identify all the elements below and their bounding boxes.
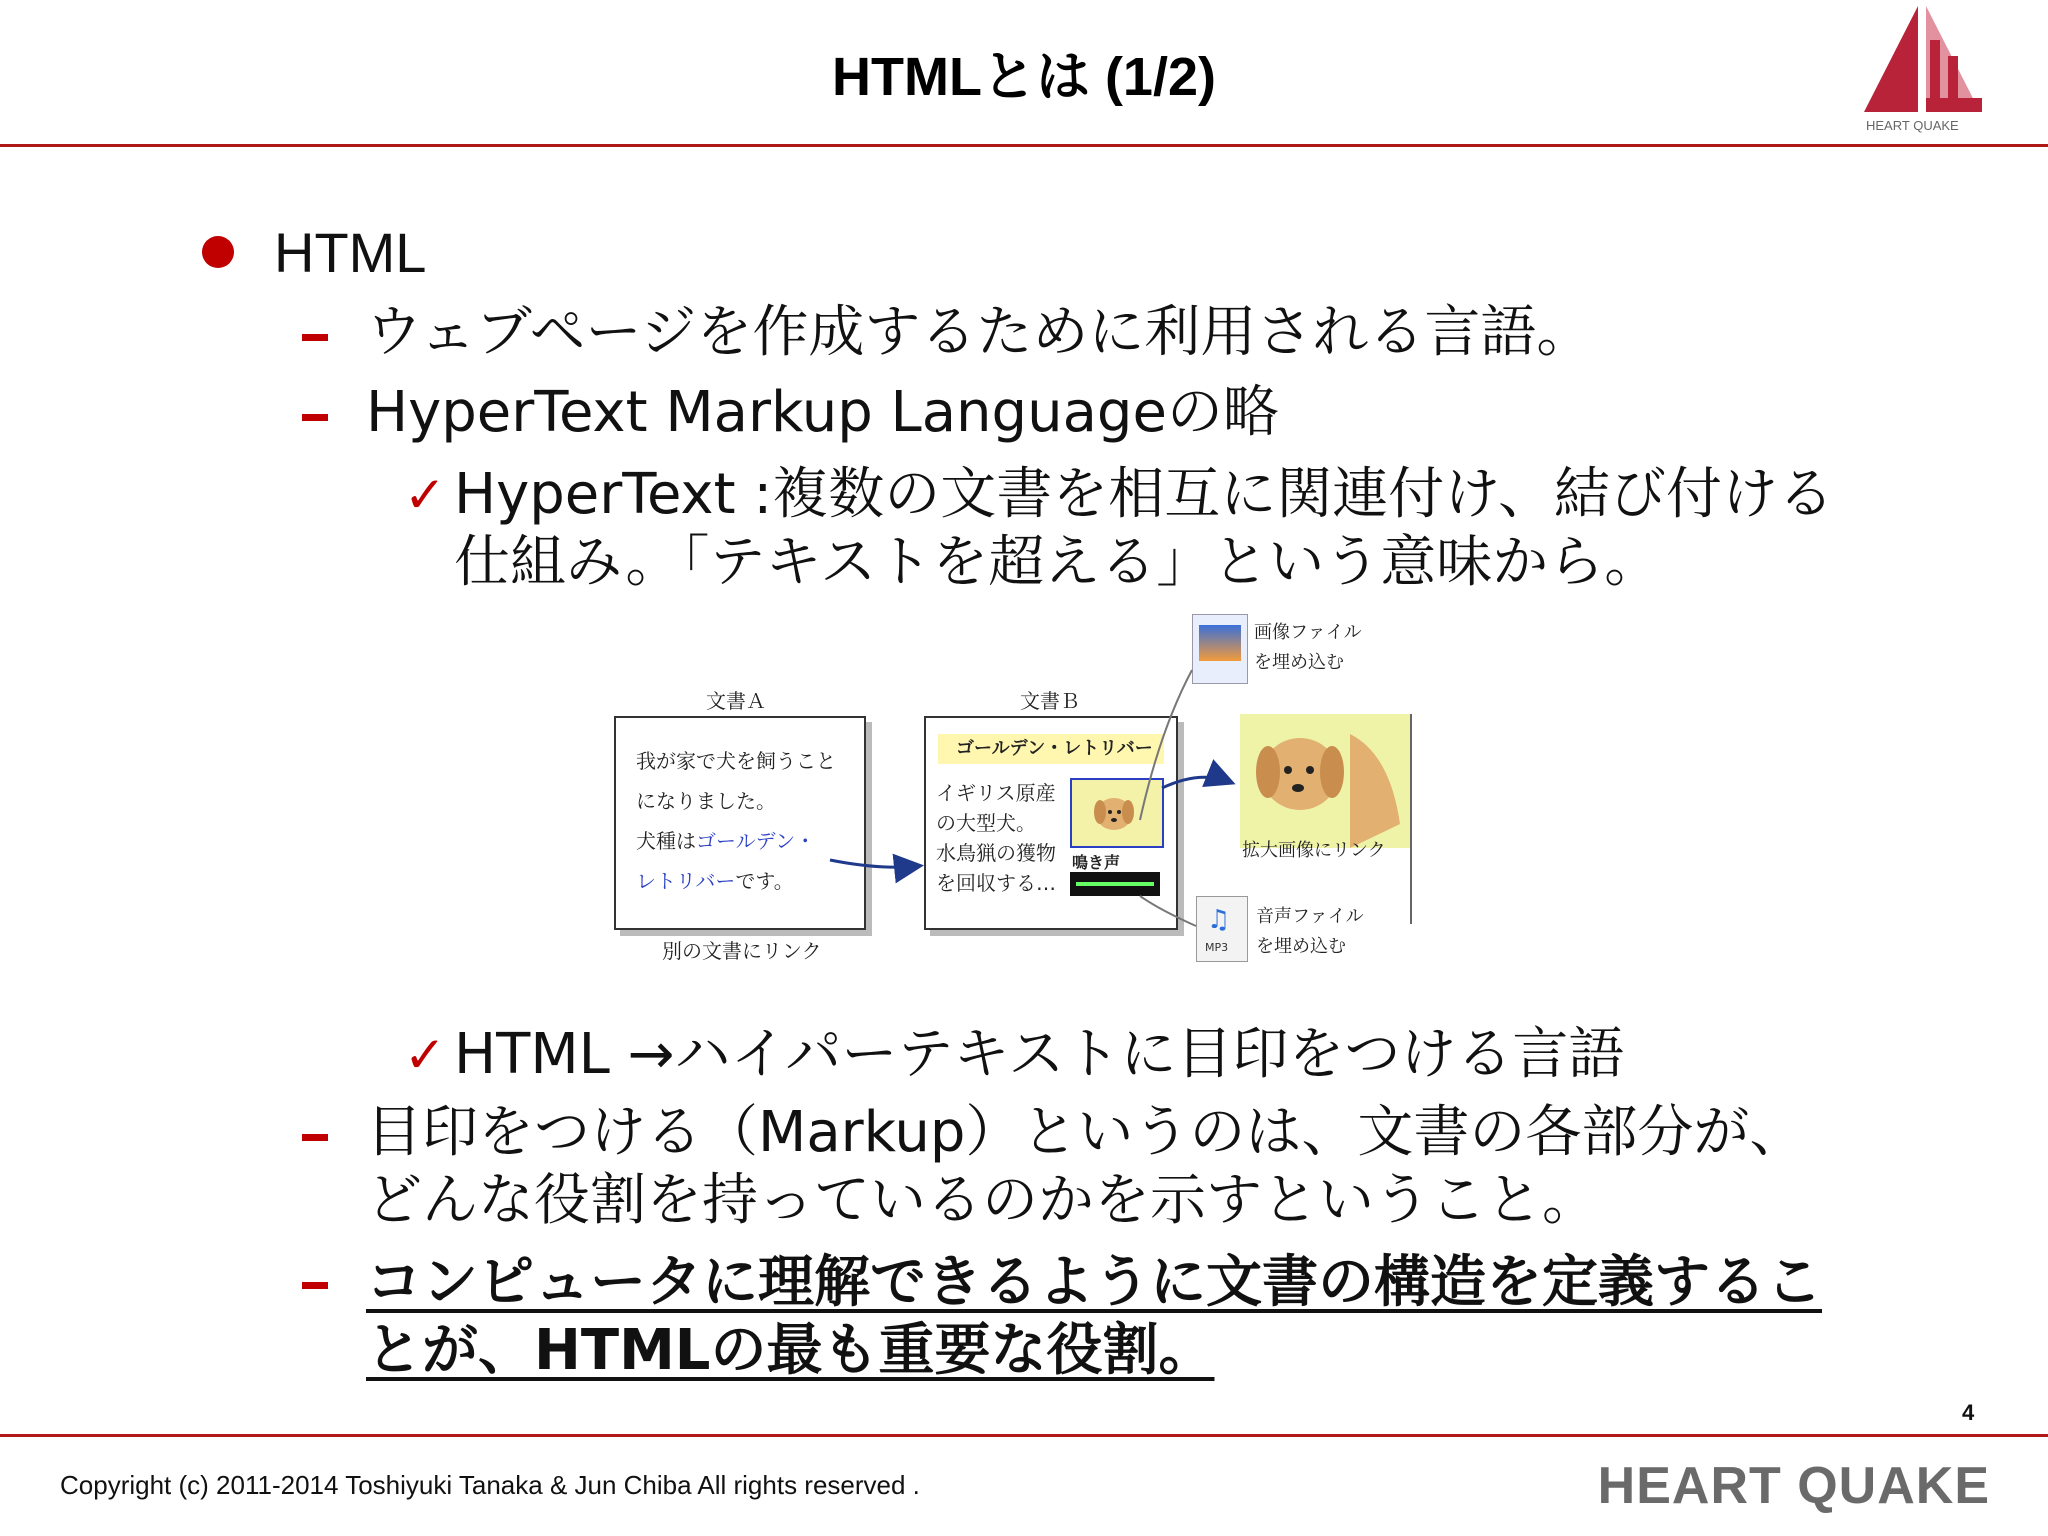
doc-b-title: 文書Ｂ xyxy=(1020,689,1080,713)
sub-bullet-key-role-line1: コンピュータに理解できるように文書の構造を定義するこ xyxy=(366,1250,1822,1315)
doc-a-line: 我が家で犬を飼うこと xyxy=(636,749,836,773)
sub-bullet-markup-line2: どんな役割を持っているのかを示すということ。 xyxy=(366,1168,1598,1233)
doc-a-link[interactable]: ゴールデン・ xyxy=(696,829,816,853)
audio-embed-label: 音声ファイル xyxy=(1256,906,1364,927)
check-hypertext-line1: HyperText :複数の文書を相互に関連付け、結び付ける xyxy=(454,462,1834,527)
sub-bullet-markup-line1: 目印をつける（Markup）というのは、文書の各部分が、 xyxy=(366,1100,1806,1165)
image-embed-label: を埋め込む xyxy=(1254,652,1344,673)
doc-b-line: の大型犬。 xyxy=(936,811,1036,835)
audio-embed-label: を埋め込む xyxy=(1256,936,1346,957)
music-note-icon: ♫ xyxy=(1207,905,1231,935)
page-number: 4 xyxy=(1962,1400,1975,1425)
doc-b-line: イギリス原産 xyxy=(936,781,1056,805)
doc-b-line: を回収する… xyxy=(936,871,1056,895)
doc-a-link[interactable]: レトリバー xyxy=(636,869,736,893)
doc-a-caption: 別の文書にリンク xyxy=(662,939,822,963)
image-embed-label: 画像ファイル xyxy=(1254,622,1362,643)
check-mark-icon: ✓ xyxy=(404,1026,446,1084)
doc-a-line: レトリバーです。 xyxy=(636,869,794,893)
check-markup-language: HTML →ハイパーテキストに目印をつける言語 xyxy=(454,1022,1625,1087)
doc-b-heading: ゴールデン・レトリバー xyxy=(956,738,1153,759)
dash-marker xyxy=(302,1134,328,1141)
enlarged-caption: 拡大画像にリンク xyxy=(1242,840,1386,861)
heart-quake-logo xyxy=(1856,0,1996,140)
doc-b-sound-label: 鳴き声 xyxy=(1072,853,1121,872)
check-hypertext-line2: 仕組み。「テキストを超える」という意味から。 xyxy=(454,530,1661,595)
mp3-label: MP3 xyxy=(1205,941,1229,954)
dash-marker xyxy=(302,414,328,421)
doc-b-line: 水鳥猟の獲物 xyxy=(936,841,1056,865)
footer-brand-logo: HEART QUAKE xyxy=(1597,1457,1990,1515)
dash-marker xyxy=(302,1282,328,1289)
sub-bullet-abbreviation: HyperText Markup Languageの略 xyxy=(366,380,1279,445)
footer-rule xyxy=(0,1434,2048,1437)
sub-bullet-key-role-line2: とが、HTMLの最も重要な役割。 xyxy=(366,1318,1215,1383)
dash-marker xyxy=(302,334,328,341)
doc-a-line: になりました。 xyxy=(636,789,776,813)
bullet-dot xyxy=(202,236,234,268)
slide-title: HTMLとは (1/2) xyxy=(832,47,1216,107)
sub-bullet-purpose: ウェブページを作成するために利用される言語。 xyxy=(366,300,1593,365)
bullet-html: HTML xyxy=(274,221,427,284)
check-mark-icon: ✓ xyxy=(404,466,446,524)
doc-a-title: 文書Ａ xyxy=(706,689,766,713)
hypertext-diagram xyxy=(600,610,1420,990)
diagram-arrows xyxy=(600,610,1420,990)
header-rule xyxy=(0,144,2048,147)
copyright-text: Copyright (c) 2011-2014 Toshiyuki Tanaka & Jun Chiba All rights reserved . xyxy=(60,1470,920,1500)
svg-text:HEART QUAKE: HEART QUAKE xyxy=(1866,118,1959,133)
doc-a-line: 犬種はゴールデン・ xyxy=(636,829,816,853)
